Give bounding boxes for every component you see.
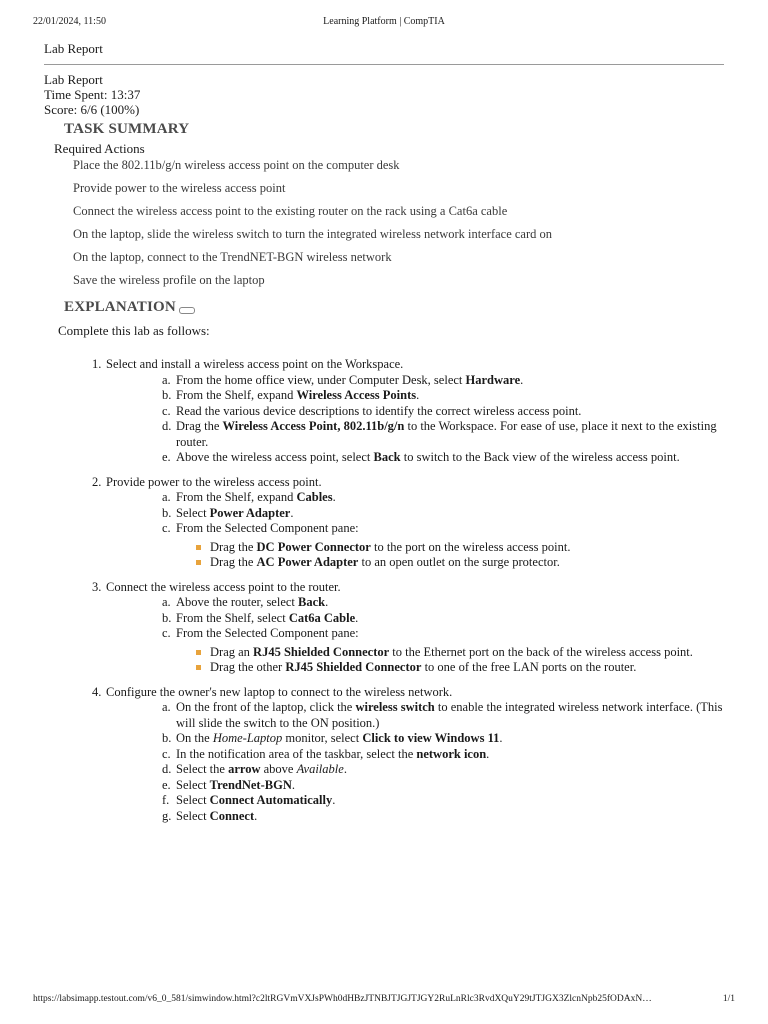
bold-text: Wireless Access Points — [296, 388, 417, 402]
bold-text: Connect Automatically — [209, 793, 333, 807]
text-run: . — [325, 595, 329, 609]
substep-list — [106, 700, 724, 824]
text-run: to an open outlet on the surge protector. — [358, 555, 560, 569]
text-run: Select — [176, 505, 210, 520]
text-run: From the home office view, under Computer Desk, select — [176, 372, 466, 387]
bullet-list — [106, 645, 724, 676]
substep-list — [106, 595, 724, 676]
text-run: to enable the integrated wireless network interface. (This will slide the switch to the ON position.) — [176, 700, 723, 730]
bold-text: Cables — [296, 490, 333, 504]
text-run: above — [260, 762, 297, 776]
text-run: In the notification area of the taskbar, select the — [176, 746, 417, 761]
substep-item — [106, 809, 724, 825]
bold-text: AC Power Adapter — [256, 555, 359, 569]
step-item — [84, 580, 724, 676]
text-run: . — [499, 731, 503, 745]
required-actions-list — [73, 158, 552, 297]
text-run: Drag the — [176, 419, 223, 433]
print-page-title: Learning Platform | CompTIA — [323, 16, 445, 27]
page-heading: Lab Report — [44, 41, 103, 56]
report-title: Lab Report — [44, 72, 103, 87]
substep-letter: a. — [162, 595, 171, 609]
substep-letter: c. — [162, 521, 171, 535]
substep-letter: b. — [162, 505, 172, 520]
required-action-item: On the laptop, connect to the TrendNET-BGN wireless network — [73, 250, 392, 265]
text-run: . — [355, 610, 359, 625]
bold-text: TrendNet-BGN — [209, 777, 292, 792]
text-run: . — [343, 762, 347, 776]
required-action-item: Provide power to the wireless access point — [73, 181, 286, 196]
score: Score: 6/6 (100%) — [44, 102, 140, 117]
step-text: Provide power to the wireless access point. — [106, 474, 322, 489]
bold-text: Wireless Access Point, 802.11b/g/n — [222, 419, 405, 433]
substep-letter: b. — [162, 388, 172, 402]
bold-text: Power Adapter — [209, 505, 291, 520]
bullet-item — [106, 555, 724, 571]
substep-item — [106, 611, 724, 627]
text-run: monitor, select — [282, 731, 363, 745]
text-run: On the — [176, 731, 213, 745]
text-run: Drag the — [210, 539, 257, 554]
text-run: Select — [176, 793, 210, 807]
step-number: 4. — [92, 684, 102, 699]
step-text: Connect the wireless access point to the router. — [106, 579, 341, 594]
time-spent: Time Spent: 13:37 — [44, 87, 141, 102]
step-text: Select and install a wireless access point on the Workspace. — [106, 357, 404, 371]
substep-item — [106, 404, 724, 420]
step-number: 2. — [92, 474, 102, 489]
step-number: 3. — [92, 579, 102, 594]
bold-text: wireless switch — [355, 700, 435, 714]
bullet-list — [106, 540, 724, 571]
bold-text: Connect — [209, 808, 255, 823]
substep-item — [106, 419, 724, 450]
step-number: 1. — [92, 357, 102, 371]
text-run: to the Workspace. For ease of use, place it next to the existing router. — [176, 419, 717, 449]
required-action-item: On the laptop, slide the wireless switch to turn the integrated wireless network interface card on — [73, 227, 553, 242]
explanation-toggle-button[interactable] — [179, 307, 195, 314]
text-run: to the port on the wireless access point. — [370, 539, 571, 554]
bold-text: Cat6a Cable — [288, 610, 356, 625]
substep-list — [106, 490, 724, 571]
substep-item — [106, 450, 724, 466]
bold-text: DC Power Connector — [256, 539, 371, 554]
print-url: https://labsimapp.testout.com/v6_0_581/simwindow.html?c2ltRGVmVXJsPWh0dHBzJTNBJTJGJTJGY2RuLnRlc3RvdXQuY29tJTJGX3ZlcnNpb25fODAxN… — [33, 994, 652, 1004]
substep-item — [106, 388, 724, 404]
substep-item — [106, 700, 724, 731]
substep-item — [106, 747, 724, 763]
text-run: to the Ethernet port on the back of the wireless access point. — [389, 644, 693, 659]
text-run: Read the various device descriptions to identify the correct wireless access point. — [176, 403, 582, 418]
step-item — [84, 685, 724, 825]
text-run: From the Shelf, select — [176, 610, 289, 625]
explanation-heading: EXPLANATION — [64, 299, 176, 315]
required-action-item: Save the wireless profile on the laptop — [73, 273, 265, 288]
square-bullet-icon — [196, 665, 201, 670]
text-run: From the Selected Component pane: — [176, 521, 359, 535]
substep-letter: a. — [162, 490, 171, 504]
italic-text: Available — [296, 762, 344, 776]
text-run: On the front of the laptop, click the — [176, 700, 356, 714]
text-run: to switch to the Back view of the wireless access point. — [400, 450, 680, 464]
bold-text: Back — [298, 595, 326, 609]
heading-divider — [44, 64, 724, 65]
explanation-steps — [84, 357, 724, 824]
bold-text: RJ45 Shielded Connector — [253, 644, 390, 659]
bold-text: network icon — [416, 746, 487, 761]
substep-letter: f. — [162, 793, 170, 807]
substep-item — [106, 490, 724, 506]
square-bullet-icon — [196, 650, 201, 655]
required-action-item: Place the 802.11b/g/n wireless access point on the computer desk — [73, 158, 400, 172]
substep-item — [106, 595, 724, 611]
substep-letter: a. — [162, 700, 171, 714]
substep-letter: c. — [162, 626, 171, 640]
print-datetime: 22/01/2024, 11:50 — [33, 16, 106, 27]
text-run: Select the — [176, 762, 229, 776]
substep-item — [106, 778, 724, 794]
substep-letter: e. — [162, 450, 171, 464]
text-run: Drag the other — [210, 660, 286, 674]
bold-text: RJ45 Shielded Connector — [285, 660, 422, 674]
text-run: Select — [176, 808, 210, 823]
report-meta — [44, 72, 140, 117]
text-run: Drag the — [210, 555, 257, 569]
text-run: . — [486, 746, 490, 761]
text-run: to one of the free LAN ports on the router. — [421, 660, 637, 674]
explanation-section — [64, 299, 195, 316]
substep-item — [106, 373, 724, 389]
text-run: From the Shelf, expand — [176, 490, 297, 504]
square-bullet-icon — [196, 560, 201, 565]
text-run: . — [332, 490, 336, 504]
print-page-number: 1/1 — [722, 994, 735, 1004]
text-run: Drag an — [210, 644, 254, 659]
task-summary-heading: TASK SUMMARY — [64, 121, 190, 137]
substep-item — [106, 506, 724, 522]
text-run: Select — [176, 777, 210, 792]
required-action-item: Connect the wireless access point to the existing router on the rack using a Cat6a cable — [73, 204, 508, 219]
text-run: . — [291, 777, 295, 792]
text-run: From the Selected Component pane: — [176, 626, 359, 640]
required-actions-heading: Required Actions — [54, 141, 145, 156]
text-run: . — [520, 372, 524, 387]
substep-item — [106, 626, 724, 642]
explanation-intro: Complete this lab as follows: — [58, 323, 210, 338]
substep-letter: b. — [162, 610, 172, 625]
text-run: Above the wireless access point, select — [176, 450, 374, 464]
substep-item — [106, 793, 724, 809]
substep-letter: b. — [162, 731, 172, 745]
italic-text: Home-Laptop — [212, 731, 283, 745]
text-run: From the Shelf, expand — [176, 388, 297, 402]
bold-text: Hardware — [465, 372, 521, 387]
bold-text: Back — [373, 450, 401, 464]
text-run: Above the router, select — [176, 595, 299, 609]
bullet-item — [106, 540, 724, 556]
bold-text: Click to view Windows 11 — [362, 731, 500, 745]
bullet-item — [106, 660, 724, 676]
bold-text: arrow — [228, 762, 261, 776]
substep-letter: a. — [162, 372, 171, 387]
square-bullet-icon — [196, 545, 201, 550]
substep-list — [106, 373, 724, 466]
text-run: . — [254, 808, 258, 823]
text-run: . — [332, 793, 336, 807]
substep-item — [106, 762, 724, 778]
substep-item — [106, 521, 724, 537]
step-item — [84, 357, 724, 466]
text-run: . — [290, 505, 294, 520]
text-run: . — [416, 388, 420, 402]
step-item — [84, 475, 724, 571]
substep-letter: g. — [162, 808, 172, 823]
substep-letter: e. — [162, 777, 171, 792]
substep-item — [106, 731, 724, 747]
substep-letter: c. — [162, 403, 171, 418]
substep-letter: c. — [162, 746, 171, 761]
substep-letter: d. — [162, 762, 172, 776]
step-text: Configure the owner's new laptop to connect to the wireless network. — [106, 684, 453, 699]
bullet-item — [106, 645, 724, 661]
substep-letter: d. — [162, 419, 172, 433]
